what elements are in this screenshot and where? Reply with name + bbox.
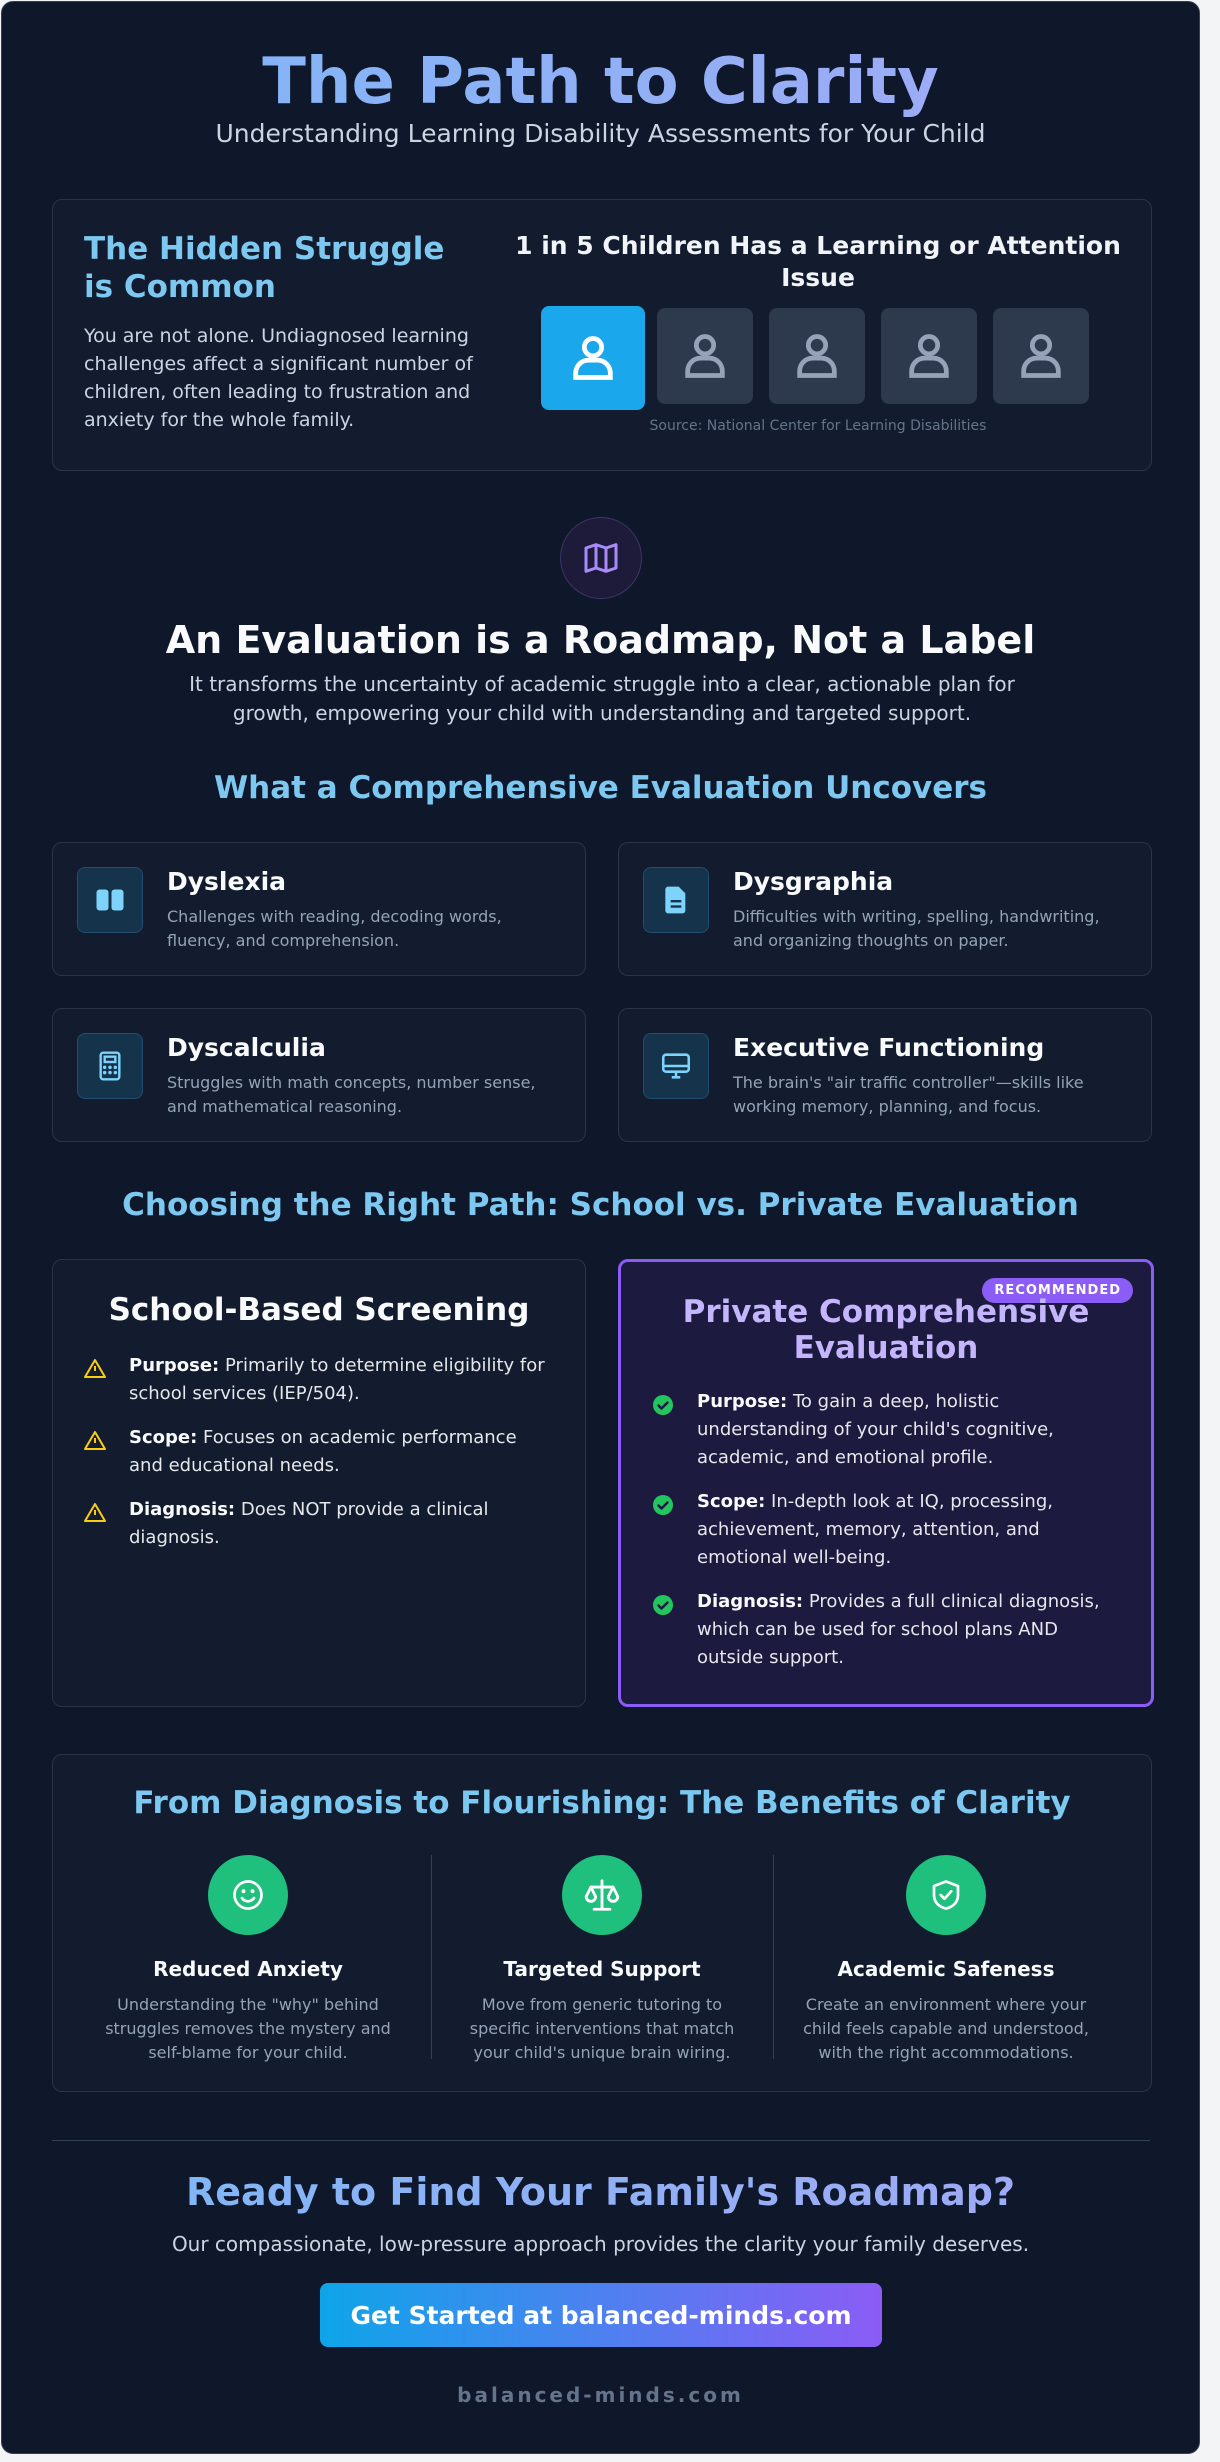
school-item-label: Diagnosis: <box>129 1499 236 1520</box>
check-circle-icon <box>651 1393 675 1417</box>
feature-card-dysgraphia <box>618 842 1152 976</box>
private-item-label: Diagnosis: <box>697 1591 804 1612</box>
school-item <box>83 1352 555 1408</box>
book-icon <box>77 867 143 933</box>
stat-title: 1 in 5 Children Has a Learning or Attention Issue <box>515 231 1121 292</box>
benefit-title: Targeted Support <box>503 1957 701 1981</box>
benefit-text: Create an environment where your child feels capable and understood, with the right accommodations. <box>803 1995 1089 2062</box>
private-item-label: Scope: <box>697 1491 766 1512</box>
calculator-icon <box>77 1033 143 1099</box>
struggle-title: The Hidden Struggle is Common <box>84 231 445 305</box>
school-item-label: Purpose: <box>129 1355 220 1376</box>
cta-text: Our compassionate, low-pressure approach provides the clarity your family deserves. <box>171 2232 1030 2256</box>
feature-card-dyscalculia <box>52 1008 586 1142</box>
warning-icon <box>83 1357 107 1381</box>
feature-text: Struggles with math concepts, number sense, and mathematical reasoning. <box>167 1073 536 1116</box>
private-card-title: Private Comprehensive Evaluation <box>682 1294 1090 1366</box>
get-started-button[interactable]: Get Started at balanced-minds.com <box>320 2283 882 2347</box>
footer-site: balanced-minds.com <box>457 2383 744 2407</box>
check-circle-icon <box>651 1493 675 1517</box>
private-item <box>651 1588 1121 1672</box>
school-item-list <box>83 1352 555 1568</box>
uncovers-title: What a Comprehensive Evaluation Uncovers <box>213 770 988 806</box>
private-item-list <box>651 1388 1121 1688</box>
benefit-text: Understanding the "why" behind struggles removes the mystery and self-blame for your child. <box>105 1995 391 2062</box>
private-item <box>651 1388 1121 1472</box>
warning-icon <box>83 1501 107 1525</box>
compare-title: Choosing the Right Path: School vs. Private Evaluation <box>122 1187 1079 1223</box>
infographic-page <box>1 1 1200 2454</box>
struggle-text: You are not alone. Undiagnosed learning challenges affect a significant number of children, often leading to frustration and anxiety for the whole family. <box>84 325 473 431</box>
page-subtitle: Understanding Learning Disability Assessments for Your Child <box>215 119 986 148</box>
school-card-title: School-Based Screening <box>108 1292 530 1328</box>
page-title: The Path to Clarity <box>2 42 1199 122</box>
benefit-title: Reduced Anxiety <box>153 1957 343 1981</box>
person-icon <box>769 308 865 404</box>
benefit-targeted-support <box>437 1855 767 2065</box>
person-icon <box>657 308 753 404</box>
check-circle-icon <box>651 1593 675 1617</box>
feature-text: The brain's "air traffic controller"—skills like working memory, planning, and focus. <box>733 1073 1084 1116</box>
section-divider <box>52 2140 1150 2141</box>
benefits-title: From Diagnosis to Flourishing: The Benefits of Clarity <box>133 1785 1071 1821</box>
feature-title: Executive Functioning <box>733 1033 1045 1062</box>
school-screening-card <box>52 1259 586 1707</box>
benefits-card <box>52 1754 1152 2092</box>
monitor-icon <box>643 1033 709 1099</box>
feature-text: Challenges with reading, decoding words, fluency, and comprehension. <box>167 907 502 950</box>
divider <box>431 1855 432 2059</box>
private-item-text: In-depth look at IQ, processing, achievement, memory, attention, and emotional well-being. <box>697 1491 1053 1568</box>
shield-check-icon <box>906 1855 986 1935</box>
person-icon <box>881 308 977 404</box>
benefit-text: Move from generic tutoring to specific interventions that match your child's unique brain wiring. <box>469 1995 735 2062</box>
stat-source: Source: National Center for Learning Disabilities <box>649 418 987 434</box>
feature-text: Difficulties with writing, spelling, handwriting, and organizing thoughts on paper. <box>733 907 1100 950</box>
school-item-label: Scope: <box>129 1427 198 1448</box>
roadmap-title: An Evaluation is a Roadmap, Not a Label <box>165 618 1036 662</box>
recommended-badge: RECOMMENDED <box>982 1278 1133 1303</box>
private-item <box>651 1488 1121 1572</box>
benefit-reduced-anxiety <box>83 1855 413 2065</box>
feature-card-dyslexia <box>52 842 586 976</box>
map-icon <box>560 517 642 599</box>
private-item-label: Purpose: <box>697 1391 788 1412</box>
smile-icon <box>208 1855 288 1935</box>
feature-title: Dysgraphia <box>733 867 894 896</box>
feature-title: Dyslexia <box>167 867 287 896</box>
struggle-card <box>52 199 1152 471</box>
school-item-text: Primarily to determine eligibility for school services (IEP/504). <box>129 1355 545 1404</box>
school-item <box>83 1496 555 1552</box>
benefit-academic-safeness <box>781 1855 1111 2065</box>
scale-icon <box>562 1855 642 1935</box>
person-icon <box>541 306 645 410</box>
feature-card-executive-functioning <box>618 1008 1152 1142</box>
warning-icon <box>83 1429 107 1453</box>
feature-title: Dyscalculia <box>167 1033 326 1062</box>
people-pictogram <box>541 308 1101 408</box>
school-item-text: Does NOT provide a clinical diagnosis. <box>129 1499 489 1548</box>
benefit-title: Academic Safeness <box>837 1957 1055 1981</box>
divider <box>773 1855 774 2059</box>
school-item-text: Focuses on academic performance and educational needs. <box>129 1427 517 1476</box>
private-evaluation-card <box>618 1259 1154 1707</box>
school-item <box>83 1424 555 1480</box>
cta-title: Ready to Find Your Family's Roadmap? <box>2 2170 1199 2214</box>
private-item-text: To gain a deep, holistic understanding of your child's cognitive, academic, and emotional profile. <box>697 1391 1054 1468</box>
person-icon <box>993 308 1089 404</box>
private-item-text: Provides a full clinical diagnosis, which can be used for school plans AND outside support. <box>697 1591 1100 1668</box>
document-icon <box>643 867 709 933</box>
roadmap-text: It transforms the uncertainty of academic struggle into a clear, actionable plan for growth, empowering your child with understanding and targeted support. <box>189 672 1015 725</box>
